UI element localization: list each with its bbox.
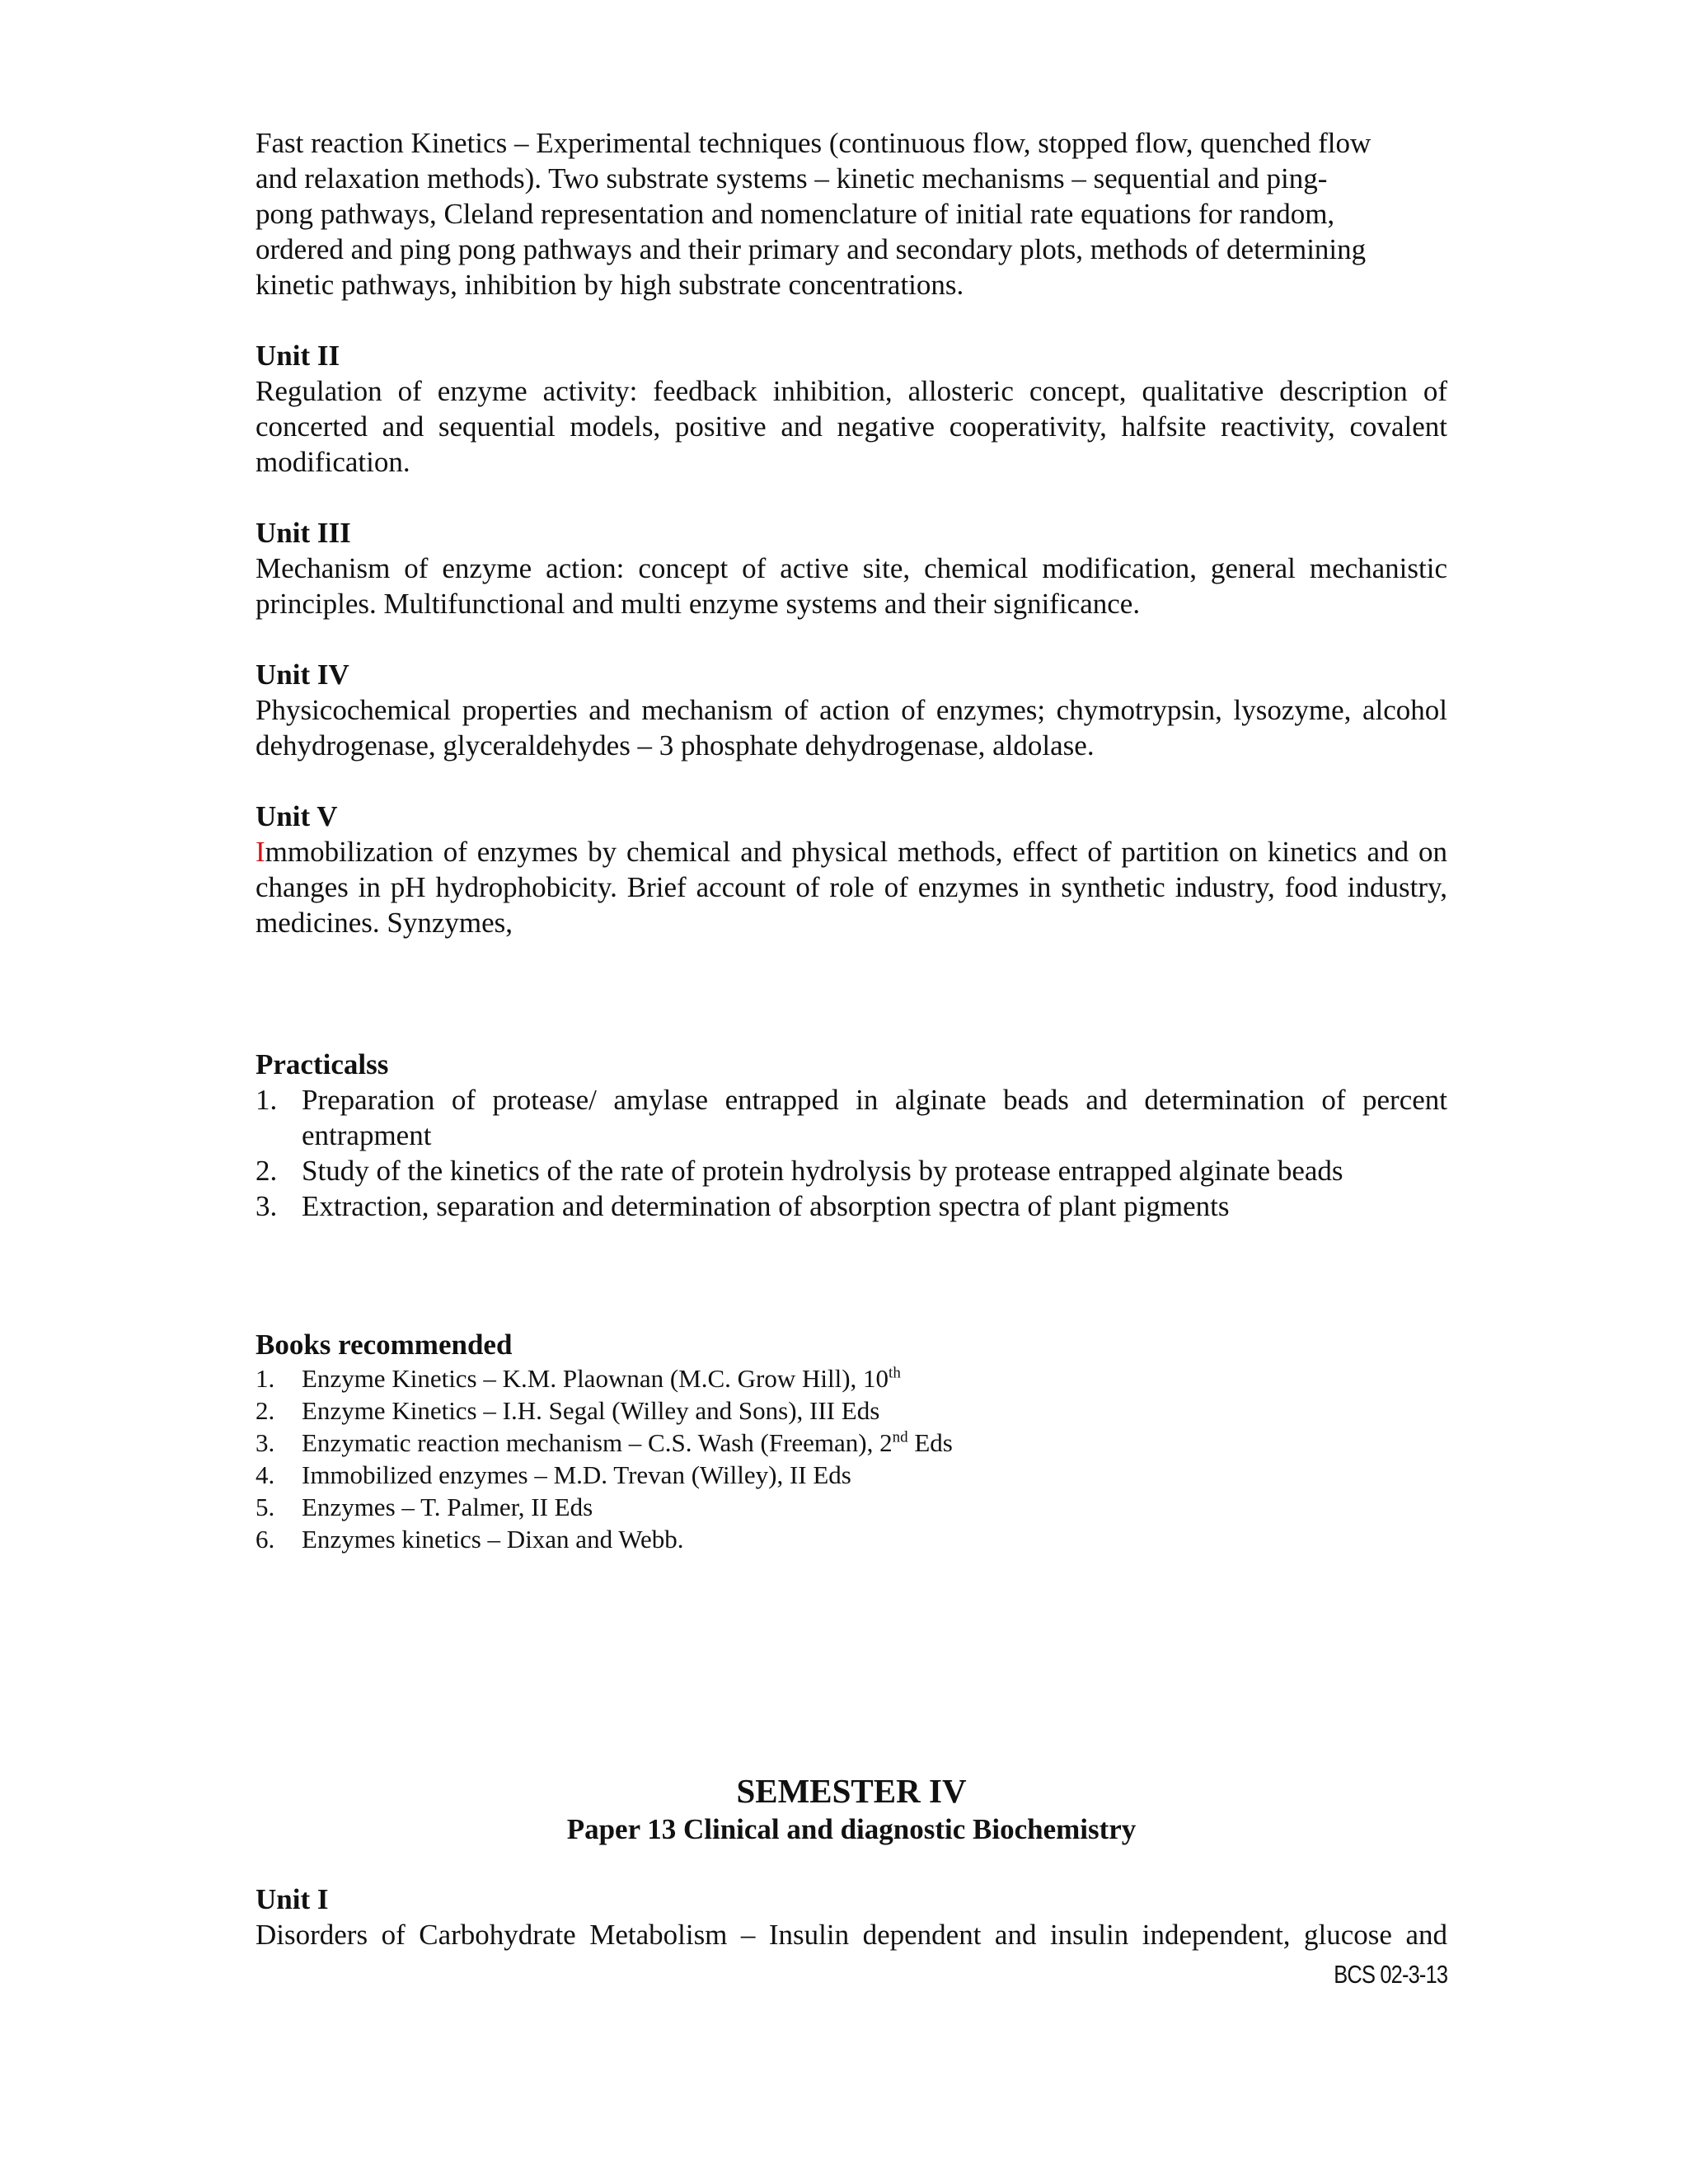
intro-line: kinetic pathways, inhibition by high substrate concentrations. [256,269,964,301]
book-number: 1. [256,1364,275,1393]
paper-title: Paper 13 Clinical and diagnostic Biochemistry [566,1813,1137,1845]
book-item [256,1491,1447,1523]
book-number: 4. [256,1460,275,1489]
books-title: Books recommended [256,1329,513,1361]
intro-line: Fast reaction Kinetics – Experimental techniques (continuous flow, stopped flow, quenched flow [256,127,1372,159]
practical-item [256,1082,1447,1153]
unit-5-first-letter: I [256,836,265,868]
book-after: Eds [907,1428,953,1457]
semester-unit-1-text: Disorders of Carbohydrate Metabolism – Insulin dependent and insulin independent, glucose and [256,1919,1447,1951]
practical-text: Study of the kinetics of the rate of protein hydrolysis by protease entrapped alginate beads [302,1155,1343,1187]
practical-number: 1. [256,1084,278,1116]
semester-unit-1-title: Unit I [256,1883,329,1915]
unit-5-title: Unit V [256,800,338,832]
book-item [256,1362,1447,1394]
document-page [256,125,1447,1952]
book-item [256,1459,1447,1491]
books-section [256,1327,1447,1555]
book-number: 6. [256,1525,275,1554]
book-number: 2. [256,1396,275,1425]
book-number: 5. [256,1493,275,1521]
unit-2-text: Regulation of enzyme activity: feedback inhibition, allosteric concept, qualitative description of concerted and sequential models, positive and negative cooperativity, halfsite reactivity, covalent modification. [256,375,1447,478]
books-list [256,1362,1447,1555]
intro-line: ordered and ping pong pathways and their primary and secondary plots, methods of determining [256,233,1367,265]
semester-title: SEMESTER IV [736,1772,967,1810]
practical-number: 3. [256,1190,278,1222]
unit-3-text: Mechanism of enzyme action: concept of active site, chemical modification, general mechanistic principles. Multifunctional and multi enzyme systems and their significance. [256,552,1447,620]
practical-item [256,1153,1447,1188]
unit-5-text-rest: mmobilization of enzymes by chemical and physical methods, effect of partition on kinetics and on changes in pH hydrophobicity. Brief account of role of enzymes in synthetic industry, food industry, medicines. Synzymes, [256,836,1447,939]
practical-number: 2. [256,1155,278,1187]
unit-4-section [256,657,1447,763]
semester-header [256,1771,1447,1849]
practical-text: Extraction, separation and determination of absorption spectra of plant pigments [302,1190,1230,1222]
book-text: Enzymes – T. Palmer, II Eds [302,1493,593,1521]
book-text: Enzymatic reaction mechanism – C.S. Wash (Freeman), 2 [302,1428,893,1457]
practical-text: Preparation of protease/ amylase entrapped in alginate beads and determination of percent entrapment [302,1084,1447,1151]
spacer [256,1224,1447,1327]
practicals-section [256,1047,1447,1224]
intro-paragraph [256,125,1447,302]
semester-unit-1-section [256,1882,1447,1952]
unit-2-section [256,338,1447,480]
book-text: Immobilized enzymes – M.D. Trevan (Willey), II Eds [302,1460,851,1489]
book-text: Enzymes kinetics – Dixan and Webb. [302,1525,684,1554]
spacer [256,940,1447,1011]
unit-4-title: Unit IV [256,658,349,691]
book-sup: nd [892,1428,908,1446]
book-sup: th [889,1364,901,1382]
practicals-list [256,1082,1447,1224]
intro-line: pong pathways, Cleland representation and nomenclature of initial rate equations for random, [256,198,1335,230]
unit-5-section [256,799,1447,940]
unit-4-text: Physicochemical properties and mechanism of action of enzymes; chymotrypsin, lysozyme, alcohol dehydrogenase, glyceraldehydes – 3 phosphate dehydrogenase, aldolase. [256,694,1447,762]
unit-3-title: Unit III [256,517,351,549]
page-footer-code: BCS 02-3-13 [1334,1960,1447,1989]
unit-2-title: Unit II [256,340,340,372]
book-text: Enzyme Kinetics – K.M. Plaownan (M.C. Grow Hill), 10 [302,1364,889,1393]
book-item [256,1394,1447,1427]
intro-line: and relaxation methods). Two substrate systems – kinetic mechanisms – sequential and ping- [256,162,1328,194]
unit-5-text [256,834,1447,940]
practical-item [256,1188,1447,1224]
spacer [256,1011,1447,1047]
book-number: 3. [256,1428,275,1457]
book-text: Enzyme Kinetics – I.H. Segal (Willey and Sons), III Eds [302,1396,880,1425]
book-item [256,1523,1447,1555]
practicals-title: Practicalss [256,1048,389,1080]
book-item [256,1427,1447,1459]
unit-3-section [256,515,1447,621]
